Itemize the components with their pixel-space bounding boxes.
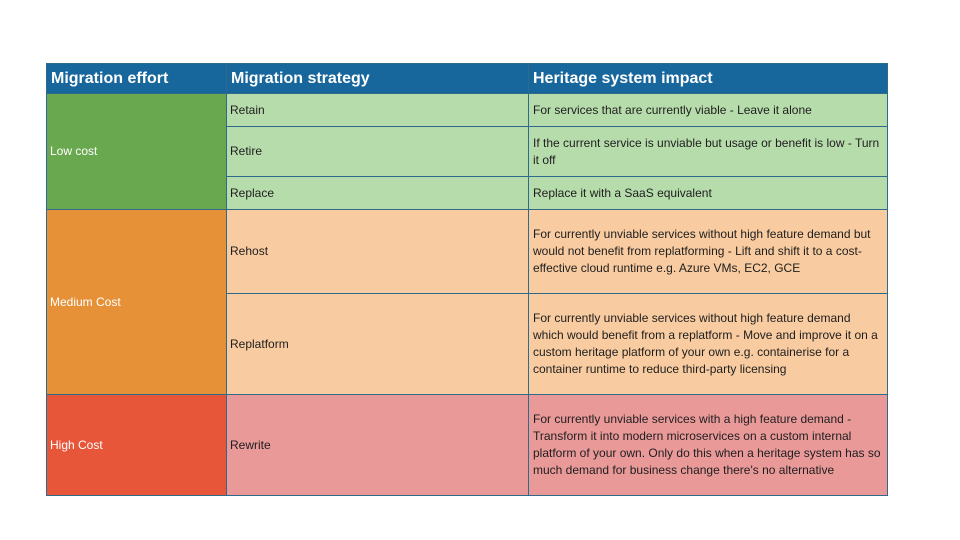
impact-replatform: For currently unviable services without high feature demand which would benefit from a replatform - Move and improve it on a custom heritage platform of your own e.g. containerise for a container runtime to reduce third-party licensing [529, 294, 888, 395]
strategy-replatform: Replatform [227, 294, 529, 395]
table-row [47, 395, 888, 496]
effort-low-cost: Low cost [47, 94, 227, 210]
impact-replace: Replace it with a SaaS equivalent [529, 177, 888, 210]
effort-high-cost: High Cost [47, 395, 227, 496]
strategy-rewrite: Rewrite [227, 395, 529, 496]
header-migration-effort: Migration effort [47, 64, 227, 94]
table-row [47, 210, 888, 294]
effort-medium-cost: Medium Cost [47, 210, 227, 395]
impact-rehost: For currently unviable services without high feature demand but would not benefit from replatforming - Lift and shift it to a cost-effective cloud runtime e.g. Azure VMs, EC2, GCE [529, 210, 888, 294]
header-heritage-system-impact: Heritage system impact [529, 64, 888, 94]
impact-rewrite: For currently unviable services with a high feature demand - Transform it into modern microservices on a custom internal platform of your own. Only do this when a heritage system has so much demand for business change there's no alternative [529, 395, 888, 496]
header-migration-strategy: Migration strategy [227, 64, 529, 94]
impact-retain: For services that are currently viable - Leave it alone [529, 94, 888, 127]
table-row [47, 94, 888, 127]
strategy-retain: Retain [227, 94, 529, 127]
strategy-retire: Retire [227, 127, 529, 177]
header-row [47, 64, 888, 94]
impact-retire: If the current service is unviable but usage or benefit is low - Turn it off [529, 127, 888, 177]
strategy-rehost: Rehost [227, 210, 529, 294]
migration-table [46, 63, 888, 496]
strategy-replace: Replace [227, 177, 529, 210]
